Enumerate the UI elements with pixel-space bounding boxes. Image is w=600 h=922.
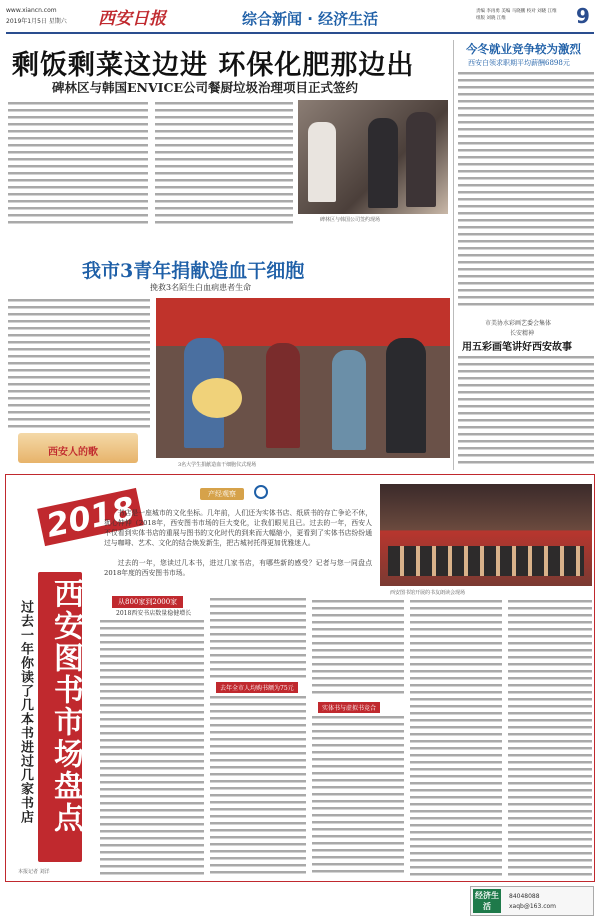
editor-credits: 责编 李再勇 美编 马晓鹏 校对 刘晓 江维 组版 刘晓 江维	[476, 9, 557, 21]
right-kicker: 市美协水彩画艺委会集体	[485, 320, 552, 327]
mid-body	[8, 297, 150, 429]
feature-year: 2018	[37, 488, 144, 546]
footer-phone: 84048088	[509, 893, 540, 900]
person-figure	[368, 118, 398, 208]
mid-headline: 我市3青年捐献造血干细胞	[82, 260, 305, 282]
section-title: 综合新闻 · 经济生活	[242, 10, 379, 28]
mid-photo-caption: 3名大学生捐献造血干细胞仪式现场	[178, 462, 257, 468]
feature-body-col4	[410, 598, 502, 876]
vertical-title-text: 西安图书市场盘点	[48, 578, 83, 834]
footer-bar	[470, 886, 594, 916]
feature-body-col1	[100, 618, 204, 876]
lead-photo	[298, 100, 448, 214]
masthead	[6, 4, 594, 34]
right-kicker-2: 长安精神	[510, 330, 535, 337]
person-figure	[266, 343, 300, 448]
feature-photo	[380, 484, 592, 586]
page-number: 9	[576, 4, 590, 28]
feature-vertical-sub: 过去一年你读了几本书进过几家书店	[18, 600, 33, 824]
feature-question: 过去的一年，您读过几本书，进过几家书店，有哪些新的感受？记者与您一同盘点2018年度的西安图书市场。	[104, 559, 372, 577]
feature-subheading-2: 去年全市人均购书额为75元	[216, 682, 298, 693]
feature-box-subheading: 2018西安书店数量稳健增长	[116, 610, 192, 617]
person-figure	[332, 350, 366, 450]
lead-subhead: 碑林区与韩国ENVICE公司餐厨垃圾治理项目正式签约	[52, 80, 358, 95]
right-column-divider	[453, 40, 454, 470]
footer-tag: 经济生活	[475, 891, 499, 911]
search-icon	[254, 485, 268, 499]
lead-body-col2	[155, 100, 293, 228]
lead-photo-caption: 碑林区与韩国公司签约现场	[320, 217, 381, 223]
person-figure	[386, 338, 426, 453]
feature-body-col3	[312, 598, 404, 698]
mid-photo	[156, 298, 450, 458]
feature-body-col2b	[210, 694, 306, 876]
feature-photo-caption: 西安图书馆开展的书友朗读会现场	[390, 590, 466, 596]
site-url: www.xiancn.com	[6, 7, 57, 14]
feature-subheading-3: 实体书与虚拟书竞合	[318, 702, 380, 713]
feature-vertical-title	[38, 572, 82, 862]
lead-body-col1	[8, 100, 148, 228]
mid-badge	[18, 433, 138, 463]
person-figure	[406, 112, 436, 207]
mid-subhead: 挽救3名陌生白血病患者生命	[150, 283, 252, 292]
feature-body-col5	[508, 598, 592, 876]
right-headline-1: 今冬就业竞争较为激烈	[466, 42, 581, 56]
badge-text: 西安人的歌	[48, 447, 98, 458]
audience-row	[388, 546, 584, 576]
lead-headline: 剩饭剩菜这边进 环保化肥那边出	[12, 50, 415, 81]
newspaper-logo: 西安日报	[98, 9, 166, 29]
chef-figure	[308, 122, 336, 202]
flower-bouquet	[192, 378, 242, 418]
feature-body-col2	[210, 596, 306, 678]
right-body-1	[458, 70, 594, 308]
right-headline-2: 用五彩画笔讲好西安故事	[462, 342, 572, 353]
feature-author: 本报记者 刘洋	[18, 869, 50, 875]
feature-intro: 书店是一座城市的文化坐标。几年前，人们还为实体书店、纸质书的存亡争论不休，犹心忡忡（2018年，西安图书市场的巨大变化，让我们眼见且已。过去的一年，西安人不仅看到实体书店的重展与图书的文化时代的到来而大幅缩小，更看到了实体书店纷纷通过与咖啡、艺术、文化的结合焕发新生，把古城衬托得更加优雅迷人。	[104, 509, 372, 547]
feature-body-col3b	[312, 714, 404, 876]
footer-email: xaqb@163.com	[509, 903, 557, 910]
feature-box-heading: 从800家到2000家	[112, 596, 183, 608]
right-body-2	[458, 354, 594, 468]
issue-date: 2019年1月5日 星期六	[6, 18, 67, 25]
feature-label: 产经观察	[200, 488, 244, 500]
right-subhead-1: 西安白领求职期平均薪酬6898元	[468, 59, 570, 67]
